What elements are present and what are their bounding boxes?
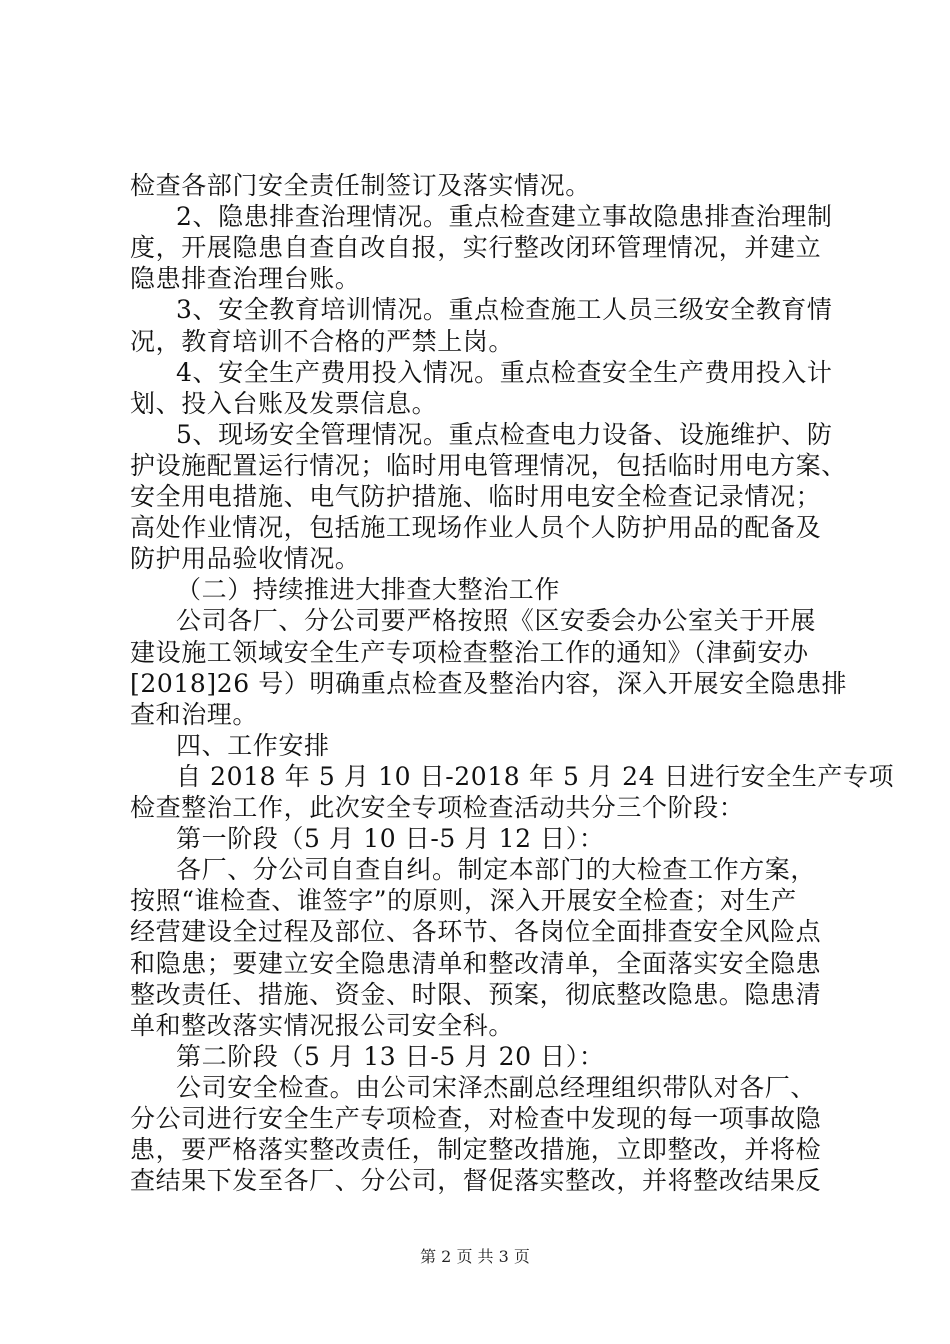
- phase-heading: 第二阶段（5 月 13 日-5 月 20 日）：: [176, 1041, 605, 1071]
- text-line: 患，要严格落实整改责任，制定整改措施，立即整改，并将检: [130, 1135, 822, 1165]
- text-line: [2018]26 号）明确重点检查及整治内容，深入开展安全隐患排: [130, 668, 848, 698]
- text-line: 检查整治工作，此次安全专项检查活动共分三个阶段：: [130, 793, 745, 822]
- text-line: 经营建设全过程及部位、各环节、各岗位全面排查安全风险点: [130, 917, 822, 947]
- text-line: 按照“谁检查、谁签字”的原则，深入开展安全检查；对生产: [130, 886, 797, 916]
- text-line: 5、现场安全管理情况。重点检查电力设备、设施维护、防: [176, 419, 833, 449]
- text-line: 和隐患；要建立安全隐患清单和整改清单，全面落实安全隐患: [130, 948, 822, 978]
- text-line: 划、投入台账及发票信息。: [130, 388, 438, 418]
- phase-heading: 第一阶段（5 月 10 日-5 月 12 日）：: [176, 824, 605, 854]
- text-line: 护设施配置运行情况；临时用电管理情况，包括临时用电方案、: [130, 450, 847, 480]
- text-line: 防护用品验收情况。: [130, 544, 361, 574]
- text-line: 查和治理。: [130, 699, 259, 729]
- section-heading: 四、工作安排: [176, 730, 330, 760]
- text-line: 安全用电措施、电气防护措施、临时用电安全检查记录情况；: [130, 482, 822, 511]
- text-line: 公司安全检查。由公司宋泽杰副总经理组织带队对各厂、: [176, 1072, 817, 1102]
- text-line: 3、安全教育培训情况。重点检查施工人员三级安全教育情: [176, 295, 833, 325]
- text-line: 自 2018 年 5 月 10 日-2018 年 5 月 24 日进行安全生产专项: [176, 761, 895, 791]
- text-line: 2、隐患排查治理情况。重点检查建立事故隐患排查治理制: [176, 202, 833, 232]
- page-footer: 第 2 页 共 3 页: [420, 1247, 530, 1266]
- text-line: 建设施工领域安全生产专项检查整治工作的通知》（津蓟安办: [130, 637, 809, 667]
- text-line: 公司各厂、分公司要严格按照《区安委会办公室关于开展: [176, 606, 817, 636]
- text-line: 单和整改落实情况报公司安全科。: [130, 1010, 515, 1040]
- text-line: 整改责任、措施、资金、时限、预案，彻底整改隐患。隐患清: [130, 979, 822, 1009]
- text-line: 检查各部门安全责任制签订及落实情况。: [130, 171, 591, 200]
- text-line: 度，开展隐患自查自改自报，实行整改闭环管理情况，并建立: [130, 233, 822, 263]
- text-line: 隐患排查治理台账。: [130, 264, 361, 294]
- text-line: 各厂、分公司自查自纠。制定本部门的大检查工作方案，: [176, 855, 817, 885]
- text-line: 分公司进行安全生产专项检查，对检查中发现的每一项事故隐: [130, 1104, 822, 1133]
- text-line: 查结果下发至各厂、分公司，督促落实整改，并将整改结果反: [130, 1166, 822, 1196]
- text-line: 4、安全生产费用投入情况。重点检查安全生产费用投入计: [176, 357, 833, 387]
- section-heading: （二）持续推进大排查大整治工作: [176, 575, 561, 605]
- text-line: 高处作业情况，包括施工现场作业人员个人防护用品的配备及: [130, 513, 822, 543]
- text-line: 况，教育培训不合格的严禁上岗。: [130, 326, 515, 356]
